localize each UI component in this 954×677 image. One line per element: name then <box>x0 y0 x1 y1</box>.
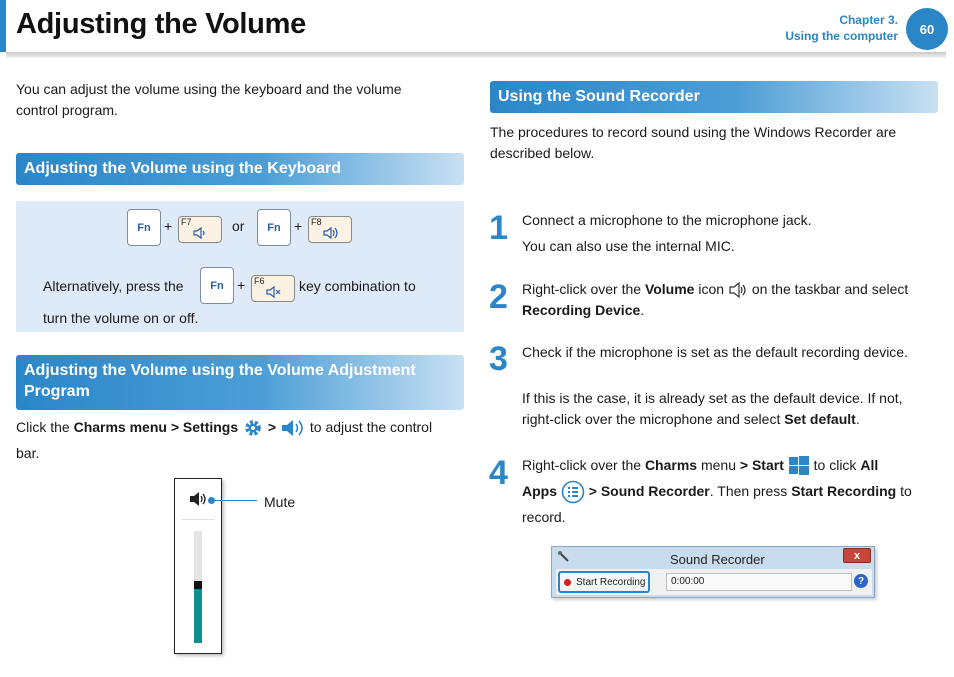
volume-slider-fill <box>194 587 202 643</box>
f7-key <box>178 216 222 243</box>
step-2-recording-device: Recording Device <box>522 302 641 318</box>
bar-text: bar. <box>16 445 40 461</box>
f7-key-label: F7 <box>181 217 192 227</box>
section-heading-recorder: Using the Sound Recorder <box>490 81 938 113</box>
step-number-4: 4 <box>489 454 508 492</box>
page-number-badge: 60 <box>906 8 948 50</box>
alternative-text-end: key combination to <box>299 278 416 294</box>
step-4-to: to <box>900 483 912 499</box>
volume-slider-panel <box>174 478 222 654</box>
chapter-label <box>785 12 898 44</box>
program-instructions <box>16 414 468 466</box>
step-3-text: Check if the microphone is set as the default recording device. <box>522 344 908 360</box>
plus-sign: + <box>237 277 246 293</box>
recorder-body <box>556 569 872 595</box>
step-4-to-click: to click <box>813 457 857 473</box>
f6-key <box>251 275 295 302</box>
gt-symbol: > <box>267 419 277 435</box>
settings-text: Settings <box>182 419 239 435</box>
step-3-end: . <box>855 411 860 427</box>
step-3-note-text: If this is the case, it is already set as the default device. If not, right-click over the microphone and select <box>522 390 903 427</box>
mute-icon <box>266 285 282 299</box>
step-4-record: record. <box>522 509 566 526</box>
record-dot-icon <box>564 579 571 586</box>
volume-down-icon <box>193 226 209 240</box>
volume-up-icon <box>323 226 339 240</box>
plus-sign: + <box>294 218 303 234</box>
section-heading-program: Adjusting the Volume using the Volume Adjustment Program <box>16 355 464 410</box>
alternative-text: Alternatively, press the <box>43 278 184 294</box>
alternative-text-line2: turn the volume on or off. <box>43 310 199 326</box>
speaker-icon <box>280 417 306 439</box>
click-the-text: Click the <box>16 419 70 435</box>
step-4-all: All <box>860 457 879 473</box>
plus-sign: + <box>164 218 173 234</box>
gt-symbol: > <box>170 419 180 435</box>
windows-start-icon <box>788 455 810 477</box>
recording-time-display: 0:00:00 <box>666 573 852 591</box>
step-4-start-recording: Start Recording <box>791 483 897 499</box>
volume-slider-track[interactable] <box>194 531 202 643</box>
start-recording-label: Start Recording <box>576 576 646 588</box>
fn-key: Fn <box>257 209 291 246</box>
charms-menu-text: Charms menu <box>73 419 167 435</box>
header-divider <box>6 52 946 58</box>
keyboard-shortcut-box <box>16 201 464 332</box>
intro-text: You can adjust the volume using the keyboard and the volume control program. <box>16 81 402 118</box>
to-adjust-text: to adjust the control <box>309 419 433 435</box>
step-4-charms: Charms <box>644 457 698 473</box>
step-2-volume: Volume <box>644 281 695 297</box>
step-3-note <box>522 388 938 430</box>
step-number-3: 3 <box>489 340 508 378</box>
f8-key <box>308 216 352 243</box>
step-number-2: 2 <box>489 278 508 316</box>
microphone-icon <box>557 550 571 564</box>
step-2-post: on the taskbar and select <box>751 281 909 297</box>
mute-callout-line <box>211 500 257 501</box>
step-3-set-default: Set default <box>784 411 856 427</box>
f6-key-label: F6 <box>254 276 265 286</box>
recorder-close-button[interactable]: x <box>843 548 871 563</box>
help-icon[interactable]: ? <box>854 574 868 588</box>
step-2-end: . <box>640 302 645 318</box>
recorder-title: Sound Recorder <box>670 552 765 567</box>
recorder-intro: The procedures to record sound using the Windows Recorder are described below. <box>490 124 897 161</box>
step-4-text <box>522 452 942 530</box>
gear-icon <box>242 417 264 439</box>
step-1-note: You can also use the internal MIC. <box>522 238 735 254</box>
mute-label: Mute <box>264 494 296 510</box>
step-4-start: > Start <box>739 457 784 473</box>
section-heading-keyboard: Adjusting the Volume using the Keyboard <box>16 153 464 185</box>
f8-key-label: F8 <box>311 217 322 227</box>
sound-recorder-window <box>551 546 875 598</box>
start-recording-button[interactable] <box>558 571 650 593</box>
header-accent-bar <box>0 0 6 52</box>
step-2-pre: Right-click over the <box>522 281 642 297</box>
fn-key: Fn <box>127 209 161 246</box>
mute-speaker-icon[interactable] <box>189 491 209 507</box>
step-4-then-press: . Then press <box>709 483 788 499</box>
page-title: Adjusting the Volume <box>16 8 306 40</box>
volume-slider-thumb[interactable] <box>194 581 202 589</box>
step-4-pre: Right-click over the <box>522 457 642 473</box>
volume-taskbar-icon <box>728 281 748 299</box>
step-1-text: Connect a microphone to the microphone jack. <box>522 212 812 228</box>
all-apps-icon <box>561 480 585 504</box>
step-2-icon-word: icon <box>698 281 725 297</box>
step-4-menu-word: menu <box>700 457 736 473</box>
step-2-text <box>522 279 942 321</box>
step-4-sound-recorder: > Sound Recorder <box>588 483 710 499</box>
step-number-1: 1 <box>489 209 508 247</box>
chapter-number: Chapter 3. <box>839 13 898 27</box>
or-label: or <box>232 218 245 234</box>
slider-separator <box>181 519 215 520</box>
chapter-subtitle: Using the computer <box>785 29 898 43</box>
step-4-apps: Apps <box>522 483 557 499</box>
fn-key: Fn <box>200 267 234 304</box>
